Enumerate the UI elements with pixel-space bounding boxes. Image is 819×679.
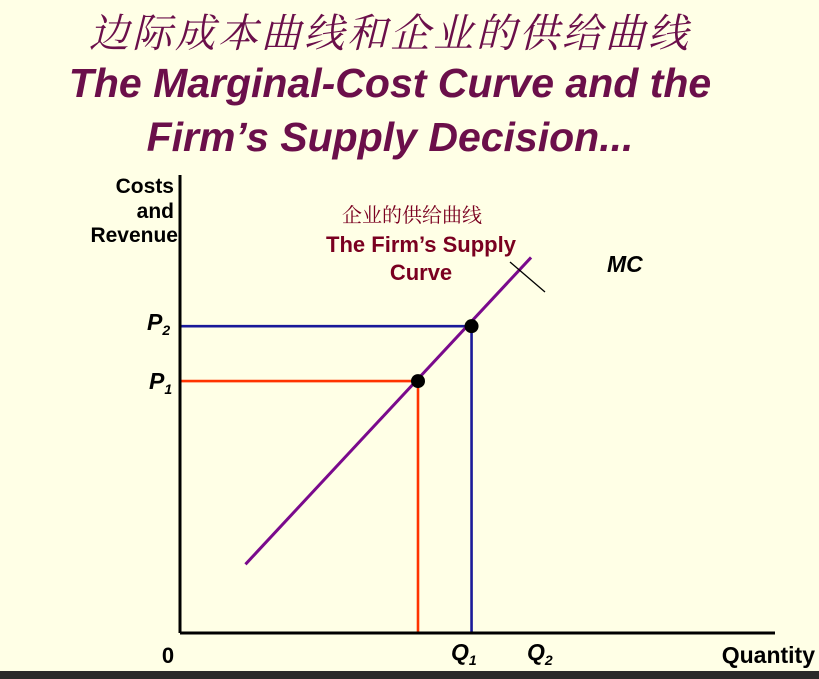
q2-label: $Q_2$: [527, 639, 553, 668]
mc-label: MC: [607, 251, 643, 277]
title-chinese: 边际成本曲线和企业的供给曲线: [89, 11, 691, 57]
y-axis-label-line-2: and: [136, 200, 174, 223]
point-p1-q1: [411, 374, 425, 388]
annotation-en-line-1: The Firm’s Supply: [326, 232, 516, 257]
q1-label: $Q_1$: [451, 639, 477, 668]
title-english-line-2: Firm’s Supply Decision...: [146, 114, 634, 160]
p2-label: $P_2$: [147, 309, 171, 338]
p1-label: $P_1$: [149, 368, 173, 397]
title-english-line-1: The Marginal-Cost Curve and the: [68, 60, 712, 106]
mc-curve: [245, 257, 531, 564]
y-axis-label-line-1: Costs: [115, 175, 174, 198]
annotation-en-line-2: Curve: [389, 260, 453, 285]
origin-label: 0: [161, 643, 175, 668]
x-axis-label: Quantity: [721, 642, 815, 668]
annotation-zh: 企业的供给曲线: [342, 203, 482, 227]
point-p2-q2: [465, 319, 479, 333]
y-axis-label-line-3: Revenue: [90, 224, 178, 247]
annotation-pointer: [510, 262, 545, 292]
bottom-border: [0, 671, 819, 679]
